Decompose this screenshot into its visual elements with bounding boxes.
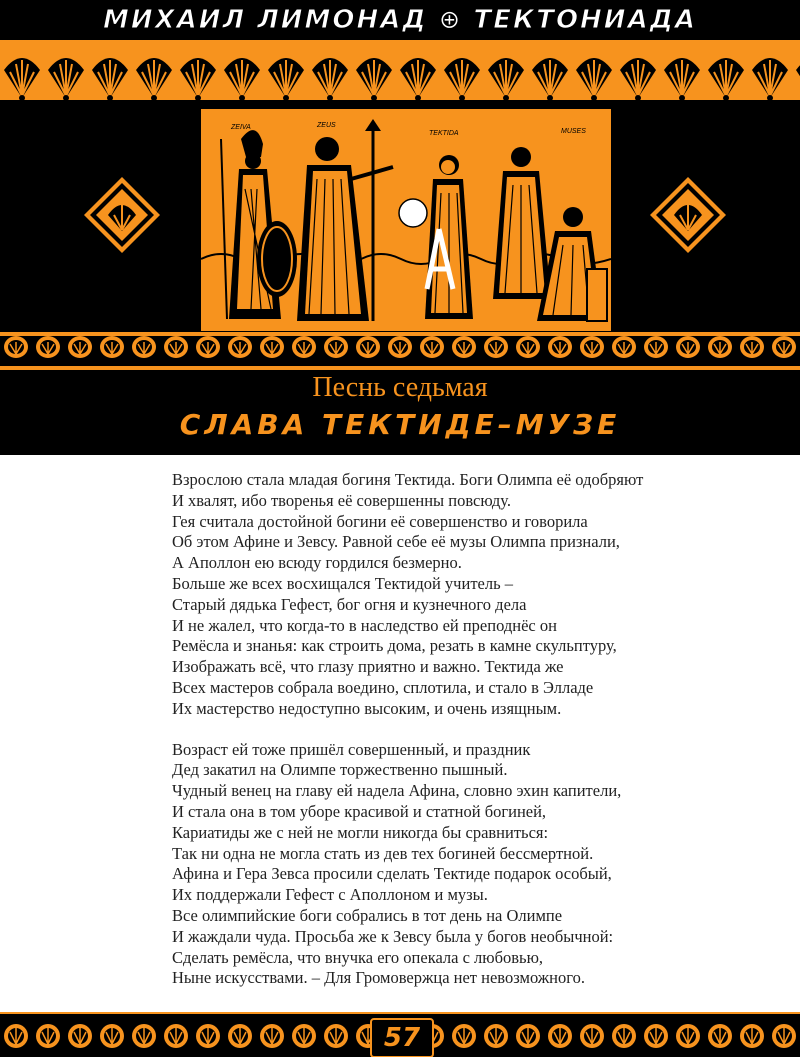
poem-line: Больше же всех восхищался Тектидой учитель – — [172, 573, 513, 593]
poem-line: И стала она в том уборе красивой и статной богиней, — [172, 801, 547, 821]
poem-line: Чудный венец на главу ей надела Афина, словно эхин капители, — [172, 781, 622, 801]
stanza-2 — [172, 740, 732, 990]
ornament-band-bottom — [0, 332, 800, 370]
athena-figure — [221, 130, 297, 319]
canto-number: Песнь седьмая — [312, 372, 488, 403]
page-footer — [0, 1012, 800, 1057]
page-header — [0, 0, 800, 455]
label-zeiva: ZEIVA — [231, 124, 251, 131]
page-number-box — [370, 1018, 434, 1057]
poem-line: Возраст ей тоже пришёл совершенный, и праздник — [172, 739, 531, 759]
palmette-band-top — [0, 42, 800, 104]
poem-line: Дед закатил на Олимпе торжественно пышный. — [172, 760, 508, 780]
poem-line: Так ни одна не могла стать из дев тех богиней бессмертной. — [172, 843, 594, 863]
poem-line: И жаждали чуда. Просьба же к Зевсу была у богов необычной: — [172, 926, 614, 946]
poem-line: Гея считала достойной богини её совершенство и говорила — [172, 511, 588, 531]
poem-line: Старый дядька Гефест, бог огня и кузнечного дела — [172, 594, 527, 614]
title-band — [0, 0, 800, 42]
poem-line: А Аполлон ею всюду гордился безмерно. — [172, 553, 462, 573]
poem-line: Ныне искусствами. – Для Громовержца нет невозможного. — [172, 968, 585, 988]
poem-line: Ремёсла и знанья: как строить дома, резать в камне скульптуру, — [172, 636, 617, 656]
poem-line: Все олимпийские боги собрались в тот день на Олимпе — [172, 905, 563, 925]
label-zeus: ZEUS — [317, 122, 336, 129]
poem-line: И хвалят, ибо творенья её совершенны повсюду. — [172, 490, 511, 510]
poem-line: Взрослою стала младая богиня Тектида. Боги Олимпа её одобряют — [172, 470, 644, 489]
label-tektida: TEKTIDA — [429, 130, 459, 137]
poem-line: Кариатиды же с ней не могли никогда бы сравниться: — [172, 822, 549, 842]
page-number: 57 — [383, 1023, 421, 1053]
poem-line: И не жалел, что когда-то в наследство ей преподнёс он — [172, 615, 557, 635]
greek-vase-illustration — [200, 108, 612, 332]
poem-line: Изображать всё, что глазу приятно и важно. Тектида же — [172, 657, 564, 677]
tektida-figure — [399, 155, 473, 319]
diamond-ornament-right — [648, 175, 728, 255]
stanza-1 — [172, 470, 732, 720]
poem-line: Всех мастеров собрала воедино, сплотила, и стало в Элладе — [172, 677, 594, 697]
poem-line: Афина и Гера Зевса просили сделать Тектиде подарок особый, — [172, 864, 612, 884]
diamond-ornament-left — [82, 175, 162, 255]
canto-title: СЛАВА ТЕКТИДЕ–МУЗЕ — [179, 408, 621, 441]
poem-line: Их поддержали Гефест с Аполлоном и музы. — [172, 885, 488, 905]
poem-line: Сделать ремёсла, что внучка его опекала с любовью, — [172, 947, 544, 967]
book-title: МИХАИЛ ЛИМОНАД ⊕ ТЕКТОНИАДА — [103, 5, 697, 35]
poem-line: Их мастерство недоступно высоким, и очень изящным. — [172, 698, 562, 718]
label-muses: MUSES — [561, 128, 586, 135]
muse-standing-figure — [493, 147, 551, 299]
poem-line: Об этом Афине и Зевсу. Равной себе её музы Олимпа признали, — [172, 532, 620, 552]
poem-body — [172, 470, 732, 1009]
canto-heading — [0, 370, 800, 455]
zeus-figure — [297, 119, 393, 321]
